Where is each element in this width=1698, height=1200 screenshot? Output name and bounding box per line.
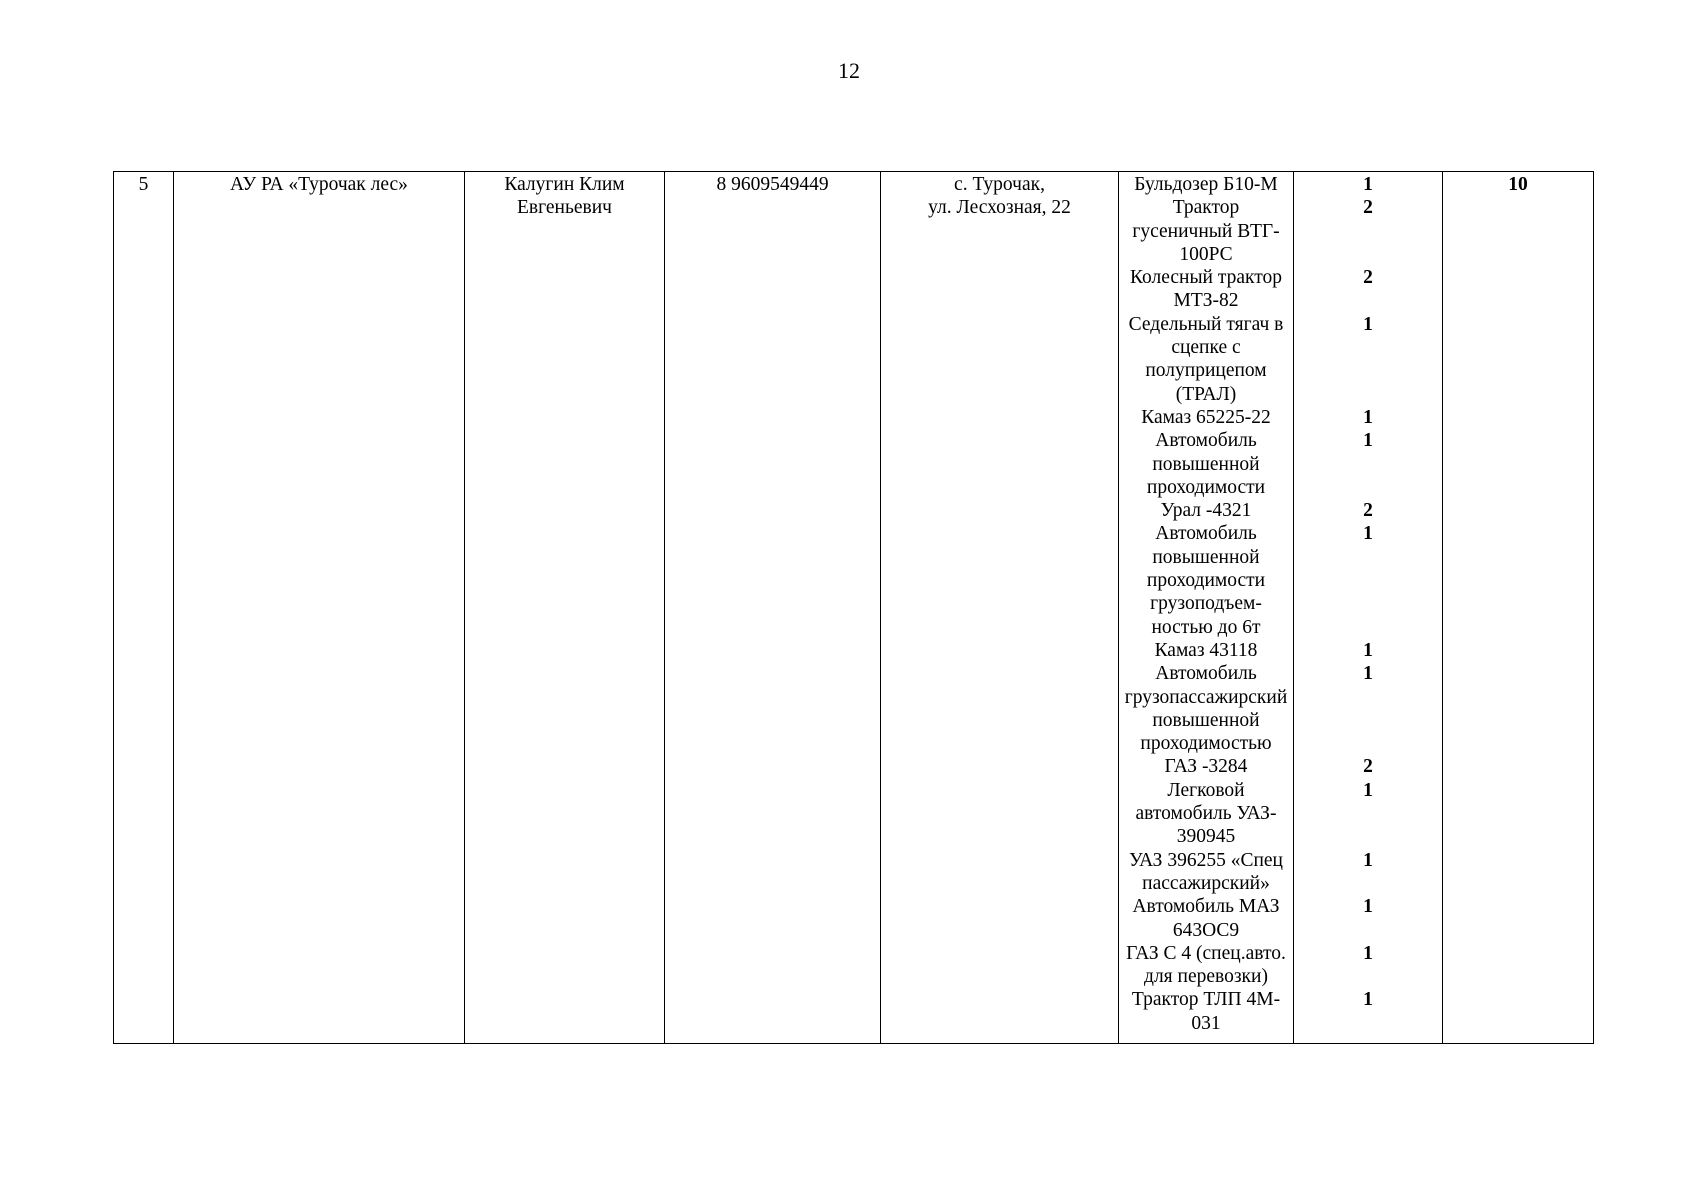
equipment-item xyxy=(1122,313,1290,406)
equipment-item xyxy=(1122,173,1290,196)
equipment-name-line: Колесный трактор xyxy=(1129,267,1283,289)
equipment-item xyxy=(1122,639,1290,662)
quantity-spacer xyxy=(1297,243,1439,266)
equipment-name-line: автомобиль УАЗ- xyxy=(1135,803,1277,825)
equipment-quantity-value: 1 xyxy=(1363,989,1373,1011)
quantity-spacer xyxy=(1297,919,1439,942)
equipment-name-line: проходимости xyxy=(1146,476,1266,498)
row-number: 5 xyxy=(138,174,149,195)
equipment-item xyxy=(1122,895,1290,942)
equipment-quantity-value: 1 xyxy=(1363,313,1373,335)
equipment-name-line: 031 xyxy=(1191,1012,1221,1034)
equipment-quantity-value: 1 xyxy=(1363,639,1373,661)
address-line: ул. Лесхозная, 22 xyxy=(928,197,1071,219)
equipment-name-line: ностью до 6т xyxy=(1151,616,1261,638)
equipment-quantity xyxy=(1297,662,1439,755)
equipment-quantity-value: 2 xyxy=(1363,756,1373,778)
quantity-spacer xyxy=(1297,289,1439,312)
address-cell xyxy=(881,172,1119,1044)
equipment-name-line: повышенной xyxy=(1152,709,1260,731)
equipment-quantity-value: 2 xyxy=(1363,500,1373,522)
equipment-quantity-value: 2 xyxy=(1363,197,1373,219)
equipment-name-line: Автомобиль xyxy=(1155,430,1257,452)
quantity-spacer xyxy=(1297,616,1439,639)
equipment-name-line: Бульдозер Б10-М xyxy=(1134,174,1278,195)
equipment-item xyxy=(1122,662,1290,755)
equipment-name-line: грузопассажирский xyxy=(1124,686,1288,708)
equipment-name-line: (ТРАЛ) xyxy=(1175,383,1237,405)
equipment-name-line: МТЗ-82 xyxy=(1173,290,1239,312)
quantity-spacer xyxy=(1297,383,1439,406)
equipment-name-line: ГАЗ -3284 xyxy=(1164,756,1248,778)
equipment-item xyxy=(1122,266,1290,313)
equipment-quantity-value: 1 xyxy=(1363,779,1373,801)
equipment-quantity xyxy=(1297,266,1439,313)
row-number-cell xyxy=(114,172,174,1044)
equipment-name-line: пассажирский» xyxy=(1142,872,1270,894)
phone-number: 8 9609549449 xyxy=(716,174,829,195)
quantity-spacer xyxy=(1297,476,1439,499)
contact-person-line: Калугин Клим xyxy=(504,174,625,195)
equipment-item xyxy=(1122,429,1290,499)
equipment-name-line: полуприцепом xyxy=(1145,360,1267,382)
contact-person-cell xyxy=(465,172,665,1044)
quantity-spacer xyxy=(1297,569,1439,592)
equipment-quantity xyxy=(1297,849,1439,896)
organization-cell xyxy=(174,172,465,1044)
address-line: с. Турочак, xyxy=(954,174,1045,195)
equipment-item xyxy=(1122,522,1290,638)
equipment-quantity-value: 1 xyxy=(1363,663,1373,685)
total-value: 10 xyxy=(1508,174,1528,195)
equipment-cell xyxy=(1119,172,1294,1044)
equipment-quantity-value: 2 xyxy=(1363,267,1373,289)
equipment-item xyxy=(1122,499,1290,522)
quantity-spacer xyxy=(1297,872,1439,895)
equipment-quantity xyxy=(1297,429,1439,499)
table-row xyxy=(114,172,1594,1044)
equipment-name-line: Автомобиль xyxy=(1155,523,1257,545)
quantity-spacer xyxy=(1297,592,1439,615)
equipment-item xyxy=(1122,755,1290,778)
equipment-name-line: грузоподъем- xyxy=(1150,593,1262,615)
equipment-quantity-value: 1 xyxy=(1363,523,1373,545)
equipment-name-line: Автомобиль xyxy=(1155,663,1257,685)
equipment-name-line: Легковой xyxy=(1167,779,1245,801)
equipment-name-line: проходимостью xyxy=(1140,733,1272,755)
equipment-item xyxy=(1122,196,1290,266)
equipment-quantity xyxy=(1297,173,1439,196)
equipment-quantity xyxy=(1297,895,1439,942)
equipment-table xyxy=(113,171,1594,1044)
total-cell xyxy=(1443,172,1594,1044)
equipment-name-line: Урал -4321 xyxy=(1160,500,1252,522)
quantity-spacer xyxy=(1297,220,1439,243)
equipment-name-line: повышенной xyxy=(1152,546,1260,568)
equipment-item xyxy=(1122,406,1290,429)
equipment-quantity-value: 1 xyxy=(1363,942,1373,964)
equipment-name-line: 390945 xyxy=(1176,826,1236,848)
organization-name: АУ РА «Турочак лес» xyxy=(230,174,408,195)
quantity-spacer xyxy=(1297,965,1439,988)
equipment-item xyxy=(1122,779,1290,849)
equipment-name-line: 643ОС9 xyxy=(1172,919,1240,941)
quantity-spacer xyxy=(1297,686,1439,709)
equipment-quantity xyxy=(1297,313,1439,406)
equipment-name-line: Камаз 43118 xyxy=(1154,639,1258,661)
quantity-spacer xyxy=(1297,546,1439,569)
quantity-spacer xyxy=(1297,336,1439,359)
quantity-cell xyxy=(1294,172,1443,1044)
page-number: 12 xyxy=(838,58,860,83)
equipment-quantity-value: 1 xyxy=(1363,896,1373,918)
equipment-name-line: Седельный тягач в xyxy=(1128,313,1284,335)
equipment-name-line: Камаз 65225-22 xyxy=(1141,406,1271,428)
equipment-quantity xyxy=(1297,499,1439,522)
quantity-spacer xyxy=(1297,709,1439,732)
equipment-quantity xyxy=(1297,779,1439,849)
equipment-name-line: 100РС xyxy=(1179,243,1233,265)
equipment-quantity xyxy=(1297,522,1439,638)
equipment-quantity xyxy=(1297,639,1439,662)
equipment-name-line: проходимости xyxy=(1146,570,1266,592)
quantity-spacer xyxy=(1297,732,1439,755)
equipment-item xyxy=(1122,849,1290,896)
quantity-spacer xyxy=(1297,359,1439,382)
equipment-name-line: сцепке с xyxy=(1171,337,1241,359)
equipment-item xyxy=(1122,988,1290,1035)
equipment-quantity-value: 1 xyxy=(1363,174,1373,195)
equipment-quantity-value: 1 xyxy=(1363,430,1373,452)
quantity-spacer xyxy=(1297,453,1439,476)
equipment-item xyxy=(1122,942,1290,989)
equipment-name-line: повышенной xyxy=(1152,453,1260,475)
equipment-name-line: УАЗ 396255 «Спец xyxy=(1129,849,1283,871)
equipment-name-line: Автомобиль МАЗ xyxy=(1132,896,1280,918)
equipment-quantity xyxy=(1297,755,1439,778)
equipment-quantity xyxy=(1297,196,1439,266)
equipment-name-line: ГАЗ С 4 (спец.авто. xyxy=(1126,942,1286,964)
equipment-quantity-value: 1 xyxy=(1363,406,1373,428)
equipment-name-line: Трактор ТЛП 4М- xyxy=(1131,989,1281,1011)
quantity-spacer xyxy=(1297,825,1439,848)
equipment-quantity xyxy=(1297,988,1439,1035)
equipment-quantity xyxy=(1297,942,1439,989)
equipment-name-line: для перевозки) xyxy=(1144,966,1268,988)
equipment-quantity xyxy=(1297,406,1439,429)
equipment-quantity-value: 1 xyxy=(1363,849,1373,871)
equipment-name-line: Трактор xyxy=(1172,197,1240,219)
phone-cell xyxy=(665,172,881,1044)
quantity-spacer xyxy=(1297,1012,1439,1035)
equipment-name-line: гусеничный ВТГ- xyxy=(1132,220,1280,242)
contact-person-line: Евгеньевич xyxy=(517,197,612,219)
quantity-spacer xyxy=(1297,802,1439,825)
